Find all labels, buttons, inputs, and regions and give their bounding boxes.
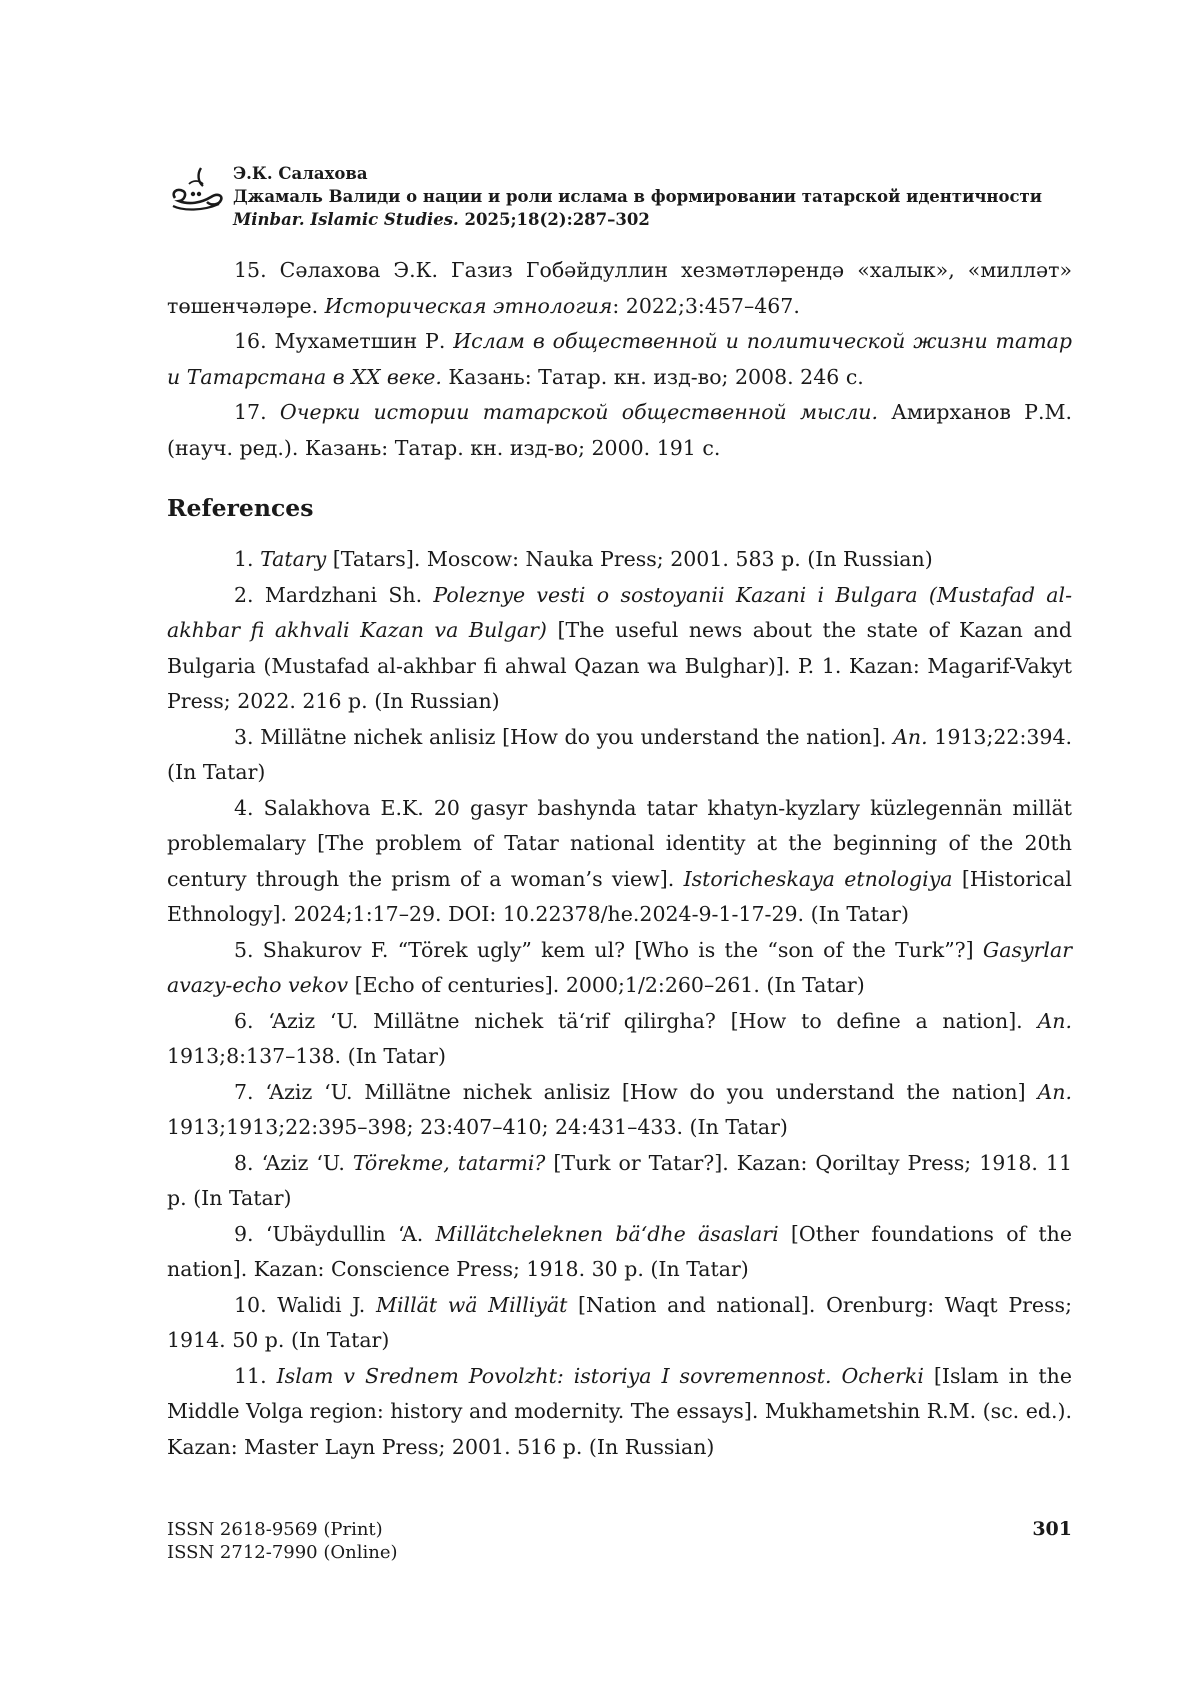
reference-text-part: : 2022;3:457–467.: [612, 293, 800, 318]
reference-italic-part: Istoricheskaya etnologiya: [683, 866, 953, 891]
reference-item: [167, 1075, 1072, 1146]
reference-text-part: [Historical Ethnology]. 2024;1:17–29. DOI: 10.22378/he.2024-9-1-17-29. (In Tatar): [167, 866, 1072, 926]
reference-italic-part: Millät wä Milliyät: [375, 1292, 568, 1317]
header-journal-line: [233, 208, 1042, 231]
reference-item: [167, 395, 1072, 466]
reference-italic-part: Историческая этнология: [324, 293, 613, 318]
header-author: Э.К. Салахова: [233, 164, 368, 183]
reference-text-part: 4. Salakhova E.K. 20 gasyr bashynda tatar khatyn-kyzlary küzlegennän millät problemalary [The problem of Tatar national identity at the beginning of the 20th century through the prism of a woman’s view].: [167, 795, 1072, 891]
reference-text-part: [Other foundations of the nation]. Kazan: Conscience Press; 1918. 30 p. (In Tatar): [167, 1221, 1072, 1281]
reference-italic-part: An.: [893, 724, 928, 749]
reference-text-part: 2. Mardzhani Sh.: [234, 582, 434, 607]
main-content: [167, 253, 1072, 1465]
reference-italic-part: An.: [1037, 1079, 1072, 1104]
reference-text-part: 6. ‘Aziz ‘U. Millätne nichek tä‘rif qilirgha? [How to define a nation].: [234, 1008, 1038, 1033]
reference-italic-part: Gasyrlar avazy-echo vekov: [167, 937, 1072, 997]
reference-item: [167, 1146, 1072, 1217]
reference-item: [167, 1359, 1072, 1466]
reference-item: [167, 933, 1072, 1004]
russian-reference-list: [167, 253, 1072, 466]
page-footer: [167, 1518, 1072, 1568]
reference-text-part: 3. Millätne nichek anlisiz [How do you understand the nation].: [234, 724, 894, 749]
reference-text-part: 9. ‘Ubäydullin ‘A.: [234, 1221, 436, 1246]
reference-item: [167, 720, 1072, 791]
reference-italic-part: Poleznye vesti o sostoyanii Kazani i Bulgara (Mustafad al-akhbar fi akhvali Kazan va Bulgar): [167, 582, 1072, 642]
reference-text-part: 17.: [234, 400, 280, 424]
page-number: 301: [1032, 1518, 1072, 1540]
header-journal: Minbar. Islamic Studies.: [233, 210, 459, 229]
reference-item: [167, 1217, 1072, 1288]
reference-italic-part: An.: [1037, 1008, 1072, 1033]
reference-text-part: 15. Сәлахова Э.К. Газиз Гобәйдуллин хезмәтләрендә «халык», «милләт» төшенчәләре.: [167, 258, 1072, 318]
calligraphy-logo-icon: [167, 164, 227, 216]
reference-text-part: [Nation and national]. Orenburg: Waqt Press; 1914. 50 p. (In Tatar): [167, 1292, 1072, 1352]
reference-text-part: [The useful news about the state of Kazan and Bulgaria (Mustafad al-akhbar fi ahwal Qazan wa Bulghar)]. P. 1. Kazan: Magarif-Vakyt Press; 2022. 216 p. (In Russian): [167, 618, 1073, 713]
issn-print: ISSN 2618-9569 (Print): [167, 1519, 383, 1540]
reference-item: [167, 542, 1072, 578]
reference-italic-part: Törekme, tatarmi?: [352, 1150, 546, 1175]
running-header: [167, 162, 1072, 234]
reference-item: [167, 578, 1072, 720]
issn-block: [167, 1518, 398, 1564]
reference-italic-part: Очерки истории татарской общественной мысли.: [279, 400, 878, 424]
reference-text-part: 7. ‘Aziz ‘U. Millätne nichek anlisiz [How do you understand the nation]: [234, 1079, 1038, 1104]
reference-item: [167, 1004, 1072, 1075]
reference-item: [167, 324, 1072, 395]
reference-item: [167, 791, 1072, 933]
reference-text-part: Казань: Татар. кн. изд-во; 2008. 246 с.: [441, 364, 864, 389]
reference-text-part: 1913;8:137–138. (In Tatar): [167, 1044, 446, 1068]
header-article-title: Джамаль Валиди о нации и роли ислама в формировании татарской идентичности: [233, 187, 1043, 206]
reference-italic-part: Ислам в общественной и политической жизни татар и Татарстана в XX веке.: [167, 329, 1072, 389]
reference-item: [167, 1288, 1072, 1359]
reference-text-part: [Turk or Tatar?]. Kazan: Qoriltay Press; 1918. 11 p. (In Tatar): [167, 1150, 1072, 1210]
reference-italic-part: Millätcheleknen bä‘dhe äsaslari: [435, 1221, 779, 1246]
reference-text-part: 1913;22:394. (In Tatar): [167, 724, 1073, 784]
reference-text-part: 1.: [234, 547, 261, 571]
issn-online: ISSN 2712-7990 (Online): [167, 1542, 398, 1563]
reference-italic-part: Islam v Srednem Povolzht: istoriya I sovremennost. Ocherki: [276, 1363, 924, 1388]
reference-text-part: 10. Walidi J.: [234, 1292, 376, 1317]
reference-text-part: 5. Shakurov F. “Törek ugly” kem ul? [Who is the “son of the Turk”?]: [234, 937, 983, 962]
reference-text-part: 16. Мухаметшин Р.: [234, 329, 454, 353]
reference-text-part: Амирханов Р.М. (науч. ред.). Казань: Татар. кн. изд-во; 2000. 191 с.: [167, 400, 1072, 460]
header-citation: 2025;18(2):287–302: [464, 210, 650, 229]
reference-text-part: [Echo of centuries]. 2000;1/2:260–261. (In Tatar): [348, 973, 865, 997]
english-reference-list: [167, 542, 1072, 1465]
reference-italic-part: Tatary: [260, 547, 327, 571]
reference-text-part: 1913;1913;22:395–398; 23:407–410; 24:431–433. (In Tatar): [167, 1115, 788, 1139]
header-text: [233, 162, 1042, 231]
reference-text-part: 8. ‘Aziz ‘U.: [234, 1150, 353, 1175]
reference-item: [167, 253, 1072, 324]
reference-text-part: [Islam in the Middle Volga region: history and modernity. The essays]. Mukhametshin R.M. (sc. ed.). Kazan: Master Layn Press; 2001. 516 p. (In Russian): [167, 1363, 1072, 1459]
reference-text-part: [Tatars]. Moscow: Nauka Press; 2001. 583 p. (In Russian): [326, 547, 933, 571]
reference-text-part: 11.: [234, 1363, 277, 1388]
references-heading: References: [167, 494, 314, 522]
